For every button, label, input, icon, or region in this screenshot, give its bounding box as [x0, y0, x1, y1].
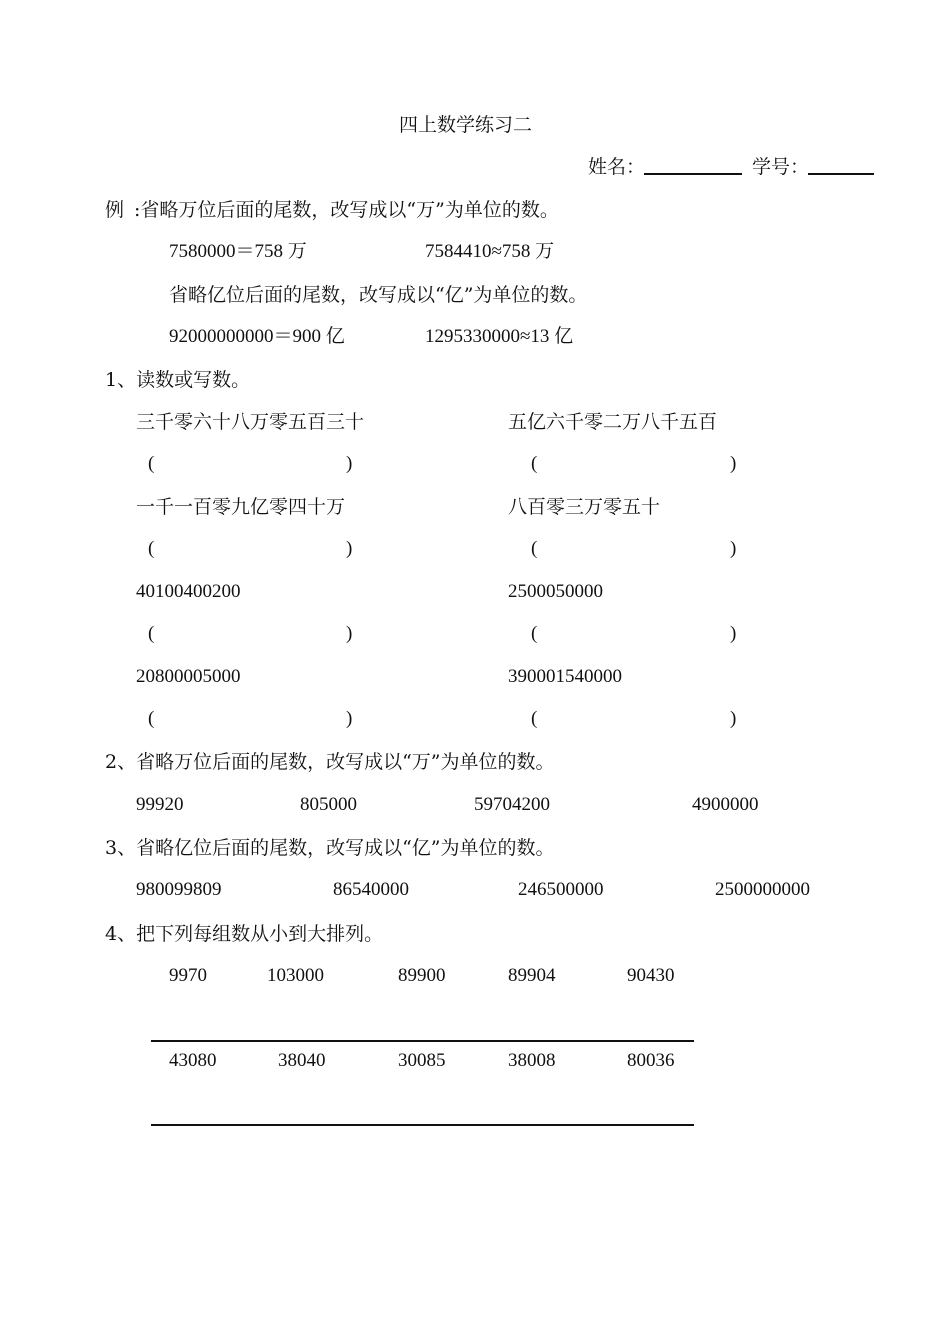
example-equation-4: 1295330000≈13 亿: [425, 326, 574, 347]
name-blank[interactable]: [644, 173, 742, 175]
q4-group1-number: 103000: [267, 965, 324, 986]
q4-group2-number: 43080: [169, 1050, 217, 1071]
answer-paren-close: ): [346, 623, 353, 644]
q3-number: 86540000: [333, 879, 409, 900]
q1-item: 五亿六千零二万八千五百: [508, 411, 718, 433]
answer-paren-close: ): [730, 453, 737, 474]
q1-heading: 1、读数或写数。: [105, 369, 251, 391]
student-id-blank[interactable]: [808, 173, 874, 175]
example-equation-1: 7580000＝758 万: [169, 241, 307, 262]
answer-paren-close: ): [730, 623, 737, 644]
q3-number: 2500000000: [715, 879, 810, 900]
q1-item: 20800005000: [136, 666, 241, 687]
q1-item: 390001540000: [508, 666, 622, 687]
answer-paren-open: (: [148, 453, 155, 474]
q4-heading: 4、把下列每组数从小到大排列。: [105, 923, 384, 945]
q4-group1-number: 90430: [627, 965, 675, 986]
answer-paren-open: (: [148, 623, 155, 644]
q2-number: 99920: [136, 794, 184, 815]
q4-group1-number: 89900: [398, 965, 446, 986]
answer-paren-open: (: [531, 708, 538, 729]
q1-item: 一千一百零九亿零四十万: [136, 496, 346, 518]
q3-number: 980099809: [136, 879, 222, 900]
example-instruction-2: 省略亿位后面的尾数，改写成以“亿”为单位的数。: [169, 284, 588, 306]
q1-item: 40100400200: [136, 581, 241, 602]
example-instruction-1: :省略万位后面的尾数，改写成以“万”为单位的数。: [134, 199, 559, 221]
q3-number: 246500000: [518, 879, 604, 900]
q1-item: 三千零六十八万零五百三十: [136, 411, 365, 433]
answer-paren-open: (: [531, 623, 538, 644]
q4-group2-number: 38040: [278, 1050, 326, 1071]
answer-paren-open: (: [531, 538, 538, 559]
example-equation-2: 7584410≈758 万: [425, 241, 555, 262]
answer-paren-close: ): [346, 708, 353, 729]
q4-group2-answer-line[interactable]: [151, 1124, 694, 1126]
q4-group1-number: 9970: [169, 965, 207, 986]
q4-group2-number: 38008: [508, 1050, 556, 1071]
q4-group1-number: 89904: [508, 965, 556, 986]
q4-group2-number: 80036: [627, 1050, 675, 1071]
answer-paren-open: (: [148, 538, 155, 559]
example-equation-3: 92000000000＝900 亿: [169, 326, 345, 347]
answer-paren-close: ): [730, 708, 737, 729]
example-prefix: 例: [105, 199, 125, 221]
student-id-label: 学号：: [752, 156, 810, 178]
q1-item: 八百零三万零五十: [508, 496, 661, 518]
q2-number: 59704200: [474, 794, 550, 815]
q1-item: 2500050000: [508, 581, 603, 602]
q2-number: 805000: [300, 794, 357, 815]
q4-group2-number: 30085: [398, 1050, 446, 1071]
name-label: 姓名：: [588, 156, 646, 178]
answer-paren-close: ): [346, 453, 353, 474]
q2-heading: 2、省略万位后面的尾数，改写成以“万”为单位的数。: [105, 751, 555, 773]
answer-paren-open: (: [531, 453, 538, 474]
page-title: 四上数学练习二: [399, 114, 533, 136]
q2-number: 4900000: [692, 794, 759, 815]
q3-heading: 3、省略亿位后面的尾数，改写成以“亿”为单位的数。: [105, 837, 555, 859]
answer-paren-close: ): [730, 538, 737, 559]
answer-paren-open: (: [148, 708, 155, 729]
q4-group1-answer-line[interactable]: [151, 1040, 694, 1042]
answer-paren-close: ): [346, 538, 353, 559]
